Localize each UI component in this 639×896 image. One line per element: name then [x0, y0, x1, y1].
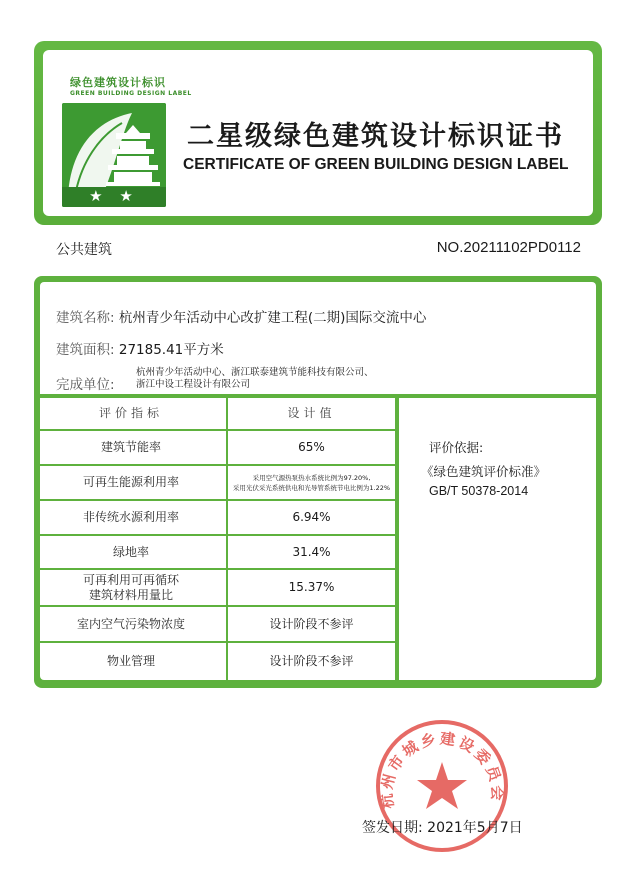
design-value-line: 采用光伏采光系统供电和光导管系统节电比例为1.22% — [232, 483, 391, 492]
completion-unit-label: 完成单位: — [56, 377, 115, 393]
indicator-label: 非传统水源利用率 — [82, 510, 179, 524]
certificate-title-cn: 二星级绿色建筑设计标识证书 — [187, 121, 564, 152]
table-row — [40, 466, 395, 499]
table-row — [40, 431, 395, 464]
indicator-label: 绿地率 — [112, 544, 149, 559]
design-value: 设计阶段不参评 — [226, 643, 395, 680]
indicator-label: 室内空气污染物浓度 — [76, 616, 185, 631]
table-row — [40, 501, 395, 534]
table-header-design-value: 设计值 — [226, 398, 395, 429]
completion-unit-row — [56, 373, 115, 393]
building-name-row — [56, 306, 426, 326]
indicator-label: 物业管理 — [106, 654, 155, 668]
completion-unit-line: 浙江中设工程设计有限公司 — [136, 379, 251, 390]
completion-unit-line: 杭州青少年活动中心、浙江联泰建筑节能科技有限公司、 — [136, 367, 374, 378]
indicator-label: 建筑节能率 — [100, 440, 161, 454]
green-building-logo — [62, 103, 166, 207]
building-category: 公共建筑 — [56, 242, 112, 258]
building-name-value: 杭州青少年活动中心改扩建工程(二期)国际交流中心 — [118, 310, 427, 326]
basis-code: GB/T 50378-2014 — [429, 484, 529, 498]
building-info — [40, 282, 596, 394]
building-area-value: 27185.41平方米 — [118, 342, 224, 358]
seal-text: 杭州市城乡建设委员会 — [377, 729, 507, 810]
logo-title: 绿色建筑设计标识 — [70, 76, 166, 89]
logo-subtitle: GREEN BUILDING DESIGN LABEL — [70, 90, 192, 97]
indicator-label-line: 可再利用可再循环 — [82, 572, 179, 587]
basis-title: 评价依据: — [429, 440, 484, 455]
table-row — [40, 643, 395, 680]
design-value: 31.4% — [226, 536, 395, 568]
building-area-label: 建筑面积: — [56, 342, 115, 358]
table-row — [40, 570, 395, 605]
certificate-title-en: CERTIFICATE OF GREEN BUILDING DESIGN LABEL — [183, 156, 569, 173]
table-row — [40, 607, 395, 641]
table-header-indicator: 评价指标 — [98, 406, 163, 420]
design-value-line: 采用空气源热泵热水系统比例为97.20%, — [252, 473, 371, 482]
evaluation-table — [40, 398, 395, 680]
certificate-header-frame — [34, 41, 602, 225]
building-area-row — [56, 338, 224, 358]
indicator-label — [40, 570, 222, 605]
certificate-header — [43, 50, 593, 216]
table-header-row — [40, 398, 395, 429]
design-value: 65% — [226, 431, 395, 464]
indicator-label-line: 建筑材料用量比 — [88, 587, 173, 602]
evaluation-basis — [399, 398, 596, 680]
design-value: 6.94% — [226, 501, 395, 534]
logo-stars: ★ ★ — [89, 187, 139, 205]
indicator-label: 可再生能源利用率 — [82, 475, 179, 489]
design-value: 15.37% — [226, 570, 395, 605]
certificate-body-frame — [34, 276, 602, 688]
table-row — [40, 536, 395, 568]
building-name-label: 建筑名称: — [56, 310, 115, 326]
certificate-number: NO.20211102PD0112 — [436, 239, 581, 256]
design-value — [226, 466, 395, 499]
issue-date: 签发日期: 2021年5月7日 — [362, 820, 523, 836]
completion-unit-list — [136, 367, 374, 391]
basis-standard: 《绿色建筑评价标准》 — [421, 464, 547, 479]
design-value: 设计阶段不参评 — [226, 607, 395, 641]
